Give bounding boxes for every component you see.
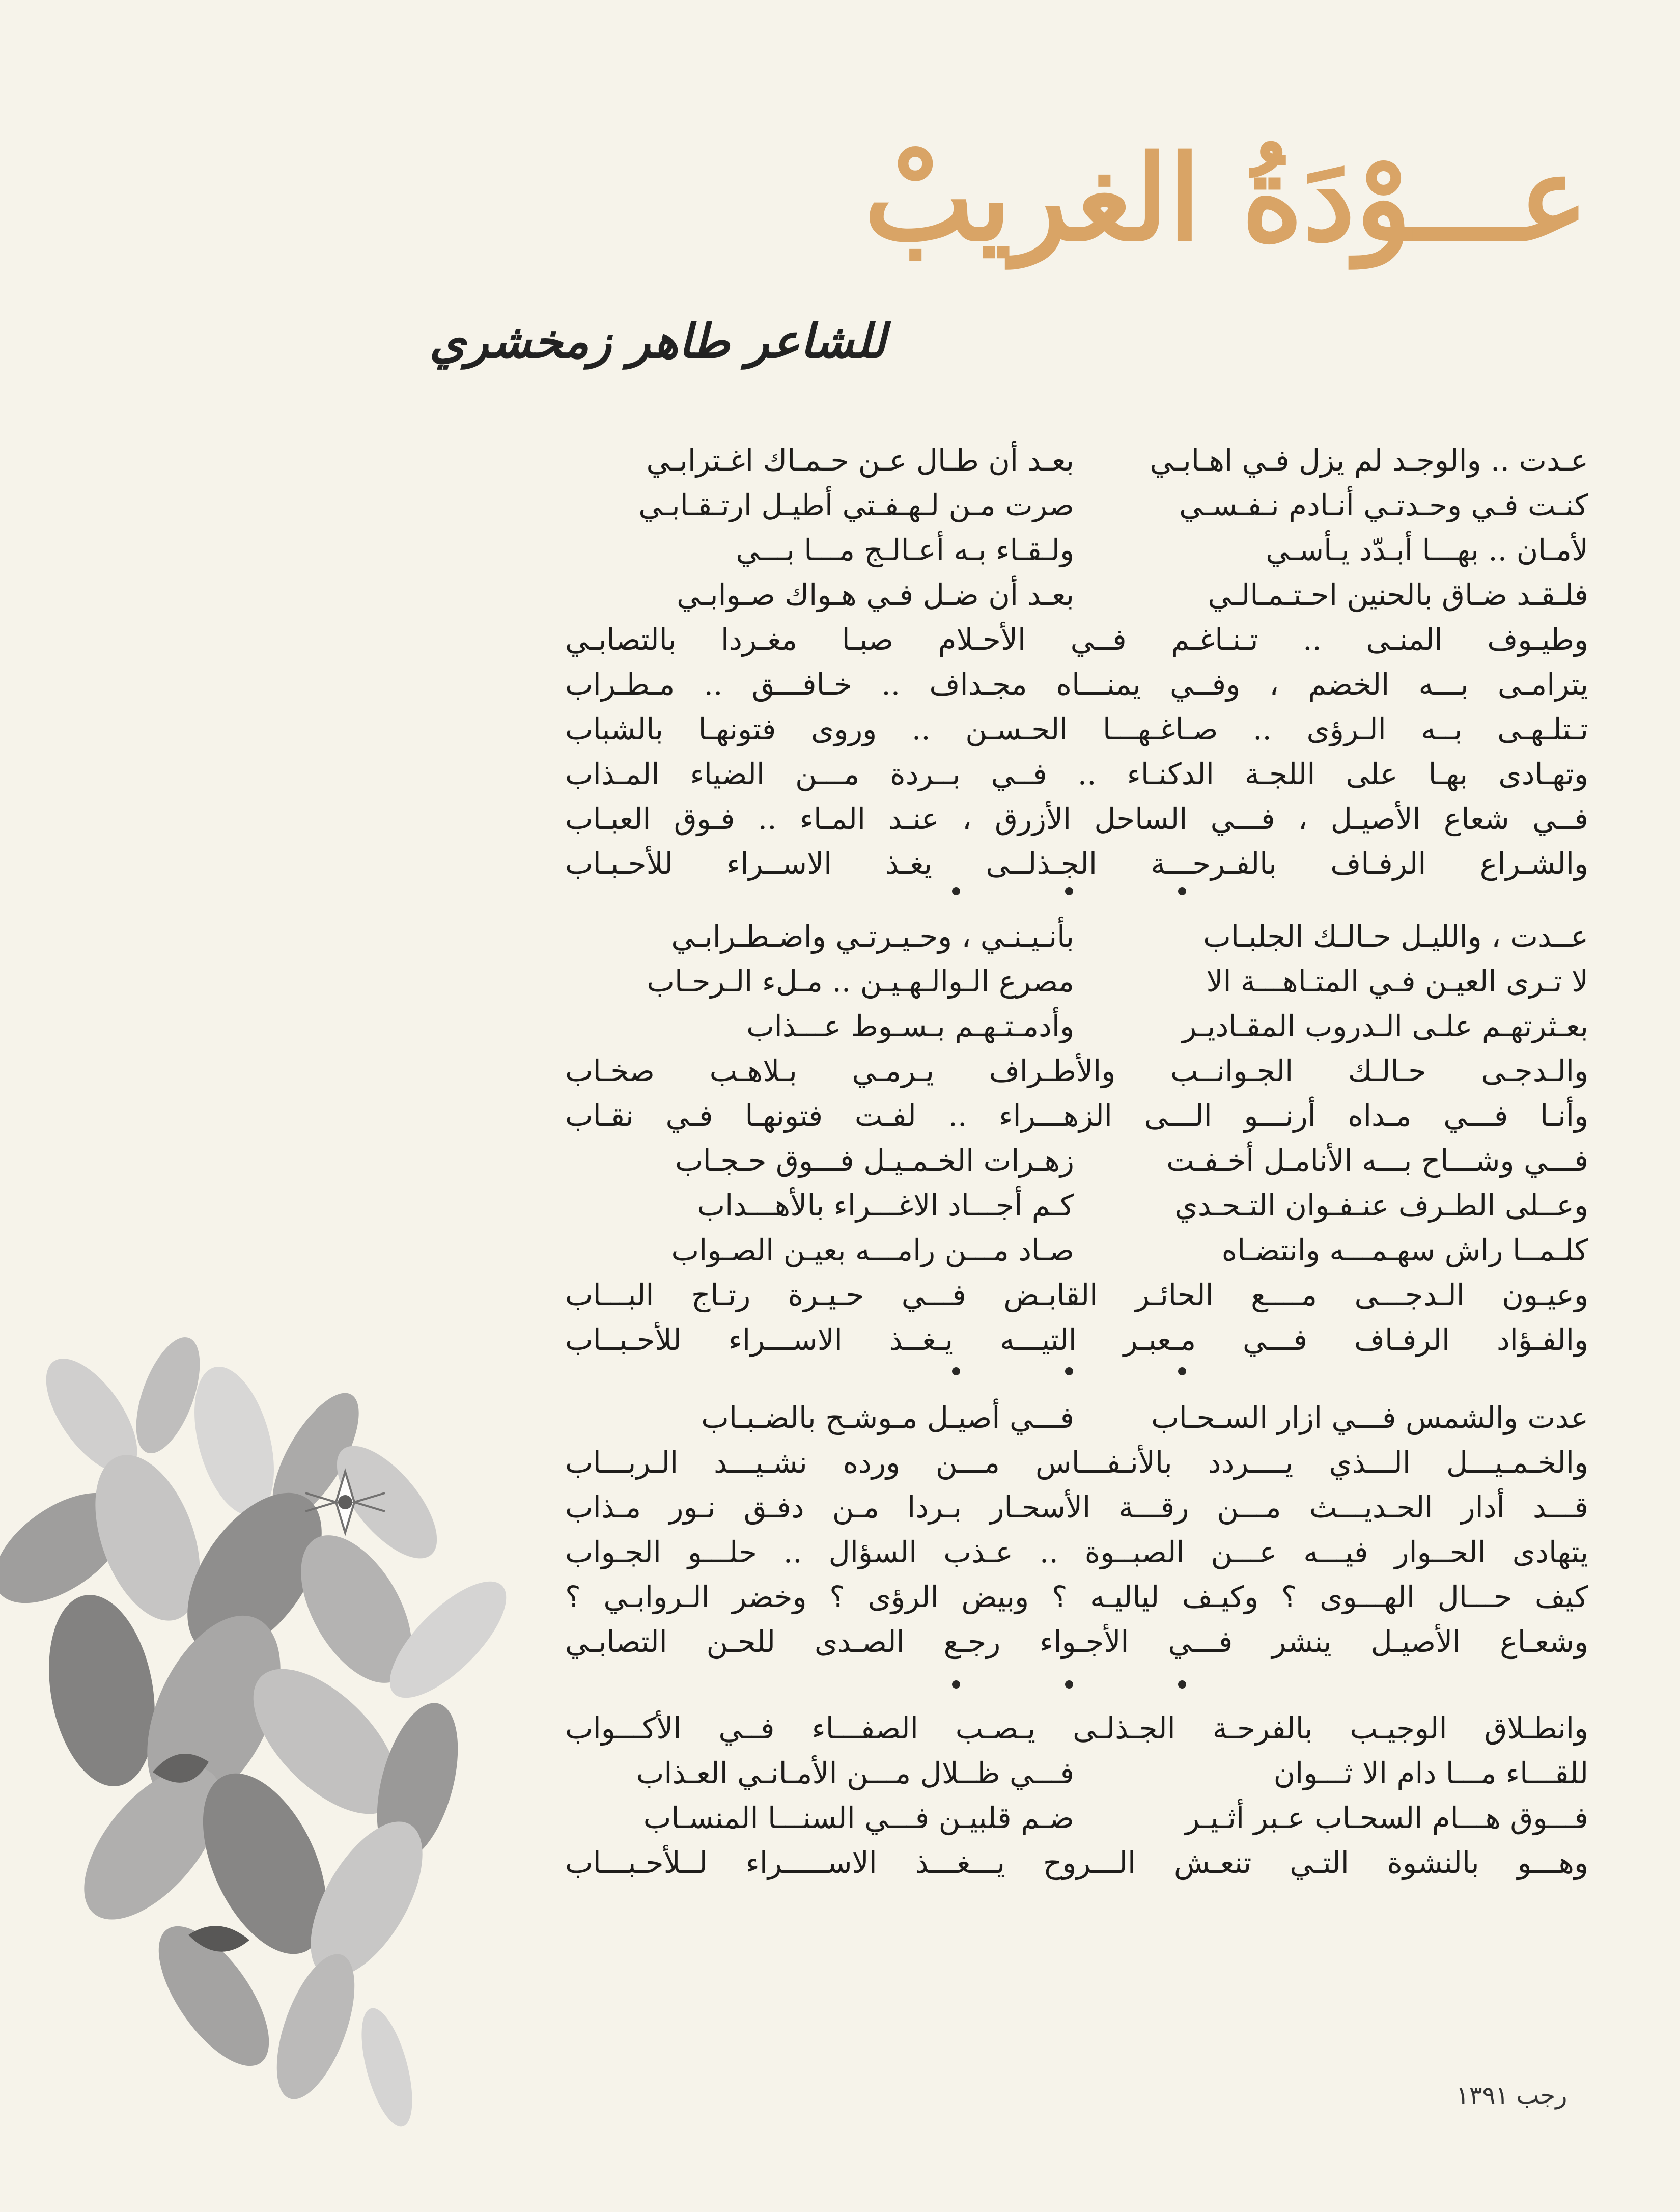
first-hemistich: لأمـان .. بهـــا أبـدّد يـأسـي [1266,533,1588,567]
poem-title: عـــوْدَةُ الغريبْ [864,130,1588,267]
verse-line [565,841,1588,886]
verse-line [565,796,1588,841]
first-hemistich: كنـت فـي وحـدتـي أنـادم نـفـسـي [1179,488,1588,522]
full-verse: يترامـى بـــه الخضم ، وفــي يمنـــاه مجـداف .. خـافـــق .. مـطـراب [565,667,1588,702]
full-verse: وعيـون الـدجـــى مــــع الحائـر القابـض فـــي حـيـرة رتـاج البـــاب [565,1278,1588,1312]
verse-line [565,1751,1588,1795]
full-verse: وهـــو بالنشوة التـي تنعـش الـــروح يـــغـــذ الاســـــراء لــلأحـبـــاب [565,1845,1588,1880]
full-verse: كيف حـــال الهـــوى ؟ وكيـف لياليـه ؟ وبيض الرؤى ؟ وخضر الـروابـي ؟ [565,1580,1588,1614]
second-hemistich: فـــي أصيـل مـوشـح بالضـبـاب [701,1400,1074,1435]
verse-line [565,1138,1588,1183]
verse-line [565,1048,1588,1093]
verse-line [565,1530,1588,1574]
first-hemistich: عـدت .. والوجـد لم يزل فـي اهـابـي [1150,443,1588,478]
stanza-1 [565,438,1588,886]
verse-line [565,1485,1588,1530]
full-verse: وانطـلاق الوجيـب بالفرحـة الجـذلـى يـصـب الصفـــاء فــي الأكـــواب [565,1711,1588,1746]
second-hemistich: بعـد أن طـال عـن حـمـاك اغـترابـي [646,443,1074,478]
second-hemistich: ولـقـاء بـه أعـالـج مـــا بـــي [736,533,1074,567]
full-verse: تـتلـهـى بــه الـرؤى .. صـاغـهـــا الحـسـن .. وروى فتونهـا بالشباب [565,712,1588,746]
full-verse: والـدجـى حـالـك الجـوانــب والأطـراف يـرمـي بـلاهـب صخـاب [565,1054,1588,1088]
verse-line [565,1004,1588,1048]
verse-line [565,959,1588,1004]
stanza-3 [565,1395,1588,1664]
first-hemistich: عــدت ، والليـل حـالـك الجلبـاب [1203,919,1588,954]
verse-line [565,1795,1588,1840]
verse-line [565,1228,1588,1273]
full-verse: فــي شعاع الأصيـل ، فـــي الساحل الأزرق ، عنـد المـاء .. فـوق العبـاب [565,801,1588,836]
first-hemistich: وعــلى الطـرف عنـفـوان التـحـدي [1174,1188,1588,1223]
second-hemistich: زهـرات الخـمـيـل فـــوق حـجـاب [675,1143,1074,1178]
first-hemistich: للقـــاء مـــا دام الا ثـــوان [1273,1756,1588,1790]
verse-line [565,1706,1588,1751]
verse-line [565,1440,1588,1485]
verse-line [565,707,1588,752]
first-hemistich: فـــوق هـــام السحـاب عـبر أثـيـر [1185,1801,1588,1835]
full-verse: وطيـوف المنـى .. تـنـاغـم فــي الأحـلام صبـا مغـردا بالتصابـي [565,622,1588,657]
full-verse: وتهـادى بهـا على اللجـة الدكنـاء .. فــي بــردة مـــن الضياء المـذاب [565,757,1588,791]
verse-line [565,1273,1588,1317]
second-hemistich: وأدمـتـهـم بـسـوط عـــذاب [746,1009,1074,1043]
verse-line [565,617,1588,662]
second-hemistich: بعـد أن ضـل فـي هـواك صـوابـي [677,577,1074,612]
verse-line [565,1093,1588,1138]
full-verse: يتهادى الحــوار فيـــه عـــن الصبــوة .. عـذب السؤال .. حلـــو الجـواب [565,1535,1588,1569]
full-verse: وأنـا فـــي مـداه أرنـــو الـــى الزهـــراء .. لفـت فتونهـا فـي نقـاب [565,1098,1588,1133]
first-hemistich: فلـقـد ضـاق بالحنين احـتـمـالـي [1208,577,1588,612]
stanza-separator [952,887,1186,895]
full-verse: قـــد أدار الحـديـــث مـــن رقـــة الأسحـار بـردا مـن دفـق نـور مـذاب [565,1490,1588,1525]
verse-line [565,483,1588,528]
verse-line [565,438,1588,483]
verse-line [565,1574,1588,1619]
verse-line [565,1395,1588,1440]
second-hemistich: بأنـيـنـي ، وحـيـرتـي واضـطـرابـي [671,919,1074,954]
verse-line [565,914,1588,959]
verse-line [565,528,1588,572]
first-hemistich: عدت والشمس فـــي ازار السـحـاب [1151,1400,1588,1435]
stanza-separator [952,1367,1186,1375]
second-hemistich: مصرع الـوالـهـيـن .. مـلء الـرحـاب [647,964,1074,999]
page-footer-date: رجب ١٣٩١ [1456,2081,1567,2110]
stanza-4 [565,1706,1588,1885]
flower-bouquet-illustration [0,1334,570,2149]
verse-line [565,752,1588,796]
verse-line [565,662,1588,707]
full-verse: وشعـاع الأصيـل ينشر فـــي الأجـواء رجـع الصـدى للحـن التصابـي [565,1624,1588,1659]
first-hemistich: كلـمــا راش سهـمـــه وانتضـاه [1221,1233,1588,1267]
full-verse: والخـمـيـــل الـــذي يــــردد بالأنـفـــاس مـــن ورده نشـيـــد الـربـــاب [565,1445,1588,1480]
verse-line [565,1619,1588,1664]
first-hemistich: بعـثرتهـم علـى الـدروب المقـاديـر [1182,1009,1588,1043]
first-hemistich: فـــي وشـــاح بـــه الأنامـل أخـفـت [1166,1143,1588,1178]
second-hemistich: كـم أجـــاد الاغـــراء بالأهـــداب [697,1188,1074,1223]
second-hemistich: فـــي ظــلال مـــن الأمـانـي العـذاب [636,1756,1074,1790]
verse-line [565,1317,1588,1362]
second-hemistich: صرت مـن لـهـفـتي أطيـل ارتـقـابـي [638,488,1074,522]
verse-line [565,572,1588,617]
verse-line [565,1840,1588,1885]
verse-line [565,1183,1588,1228]
second-hemistich: صـاد مـــن رامـــه بعيـن الصـواب [671,1233,1074,1267]
full-verse: والشـراع الرفـاف بالفـرحـــة الجـذلــى يغـذ الاســراء للأحـبـاب [565,846,1588,881]
stanza-2 [565,914,1588,1362]
poet-byline: للشاعر طاهر زمخشري [429,314,886,369]
stanza-separator [952,1680,1186,1689]
second-hemistich: ضـم قلبيـن فـــي السنـــا المنسـاب [643,1801,1074,1835]
full-verse: والفـؤاد الرفـاف فـــي مـعبـر التيـــه يـغــذ الاســـراء للأحـبــاب [565,1322,1588,1357]
first-hemistich: لا تـرى العيـن فـي المتـاهـــة الا [1206,964,1588,999]
